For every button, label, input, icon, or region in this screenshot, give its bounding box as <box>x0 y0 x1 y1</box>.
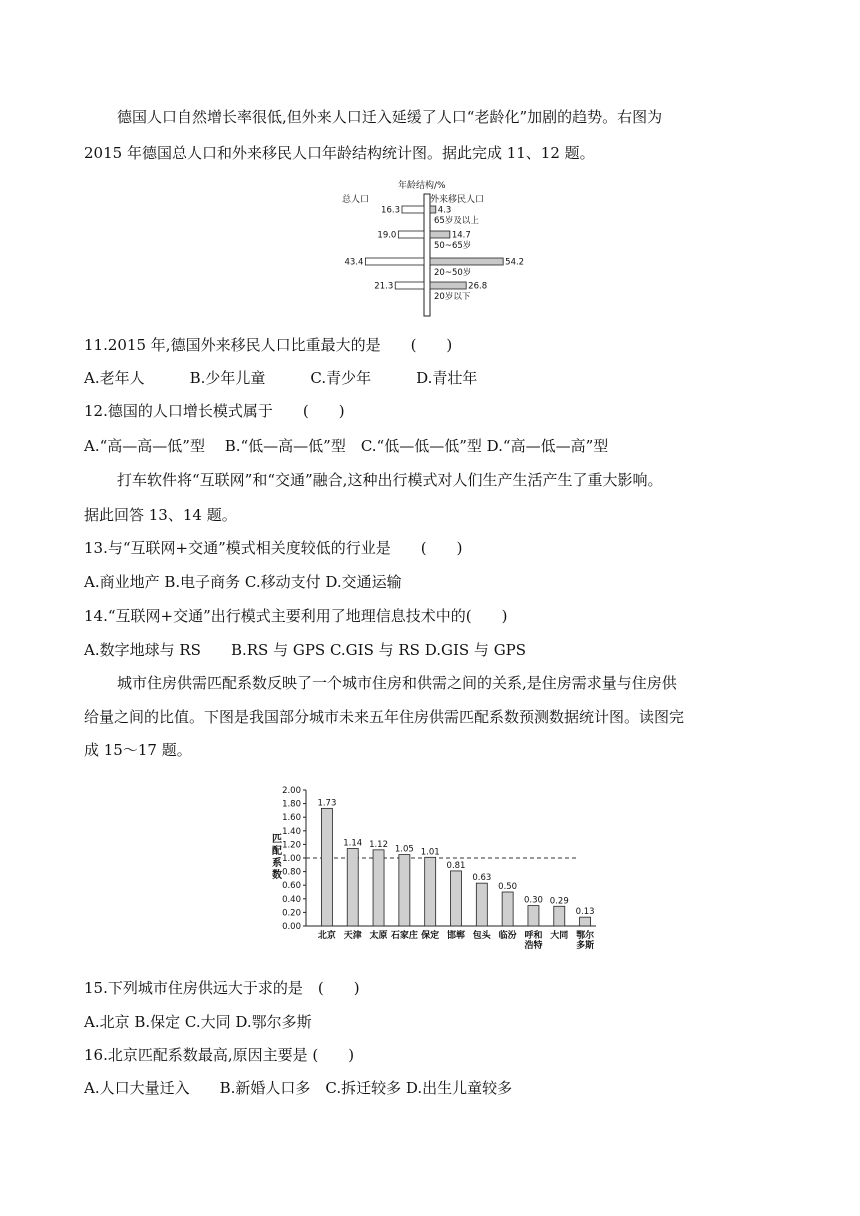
match-coefficient-bar <box>528 906 539 926</box>
y-tick-label: 0.20 <box>282 908 301 919</box>
age-chart-title: 年龄结构/% <box>398 181 446 191</box>
y-tick-label: 0.80 <box>282 867 301 878</box>
q12-stem: 12.德国的人口增长模式属于 ( ) <box>84 402 345 420</box>
match-coefficient-bar <box>347 848 358 926</box>
q15-options: A.北京 B.保定 C.大同 D.鄂尔多斯 <box>84 1013 312 1031</box>
y-axis-label: 匹配系数 <box>272 834 282 881</box>
intro-2-line-2: 据此回答 13、14 题。 <box>84 506 237 524</box>
bar-value-label: 1.12 <box>369 839 389 850</box>
total-population-value-label: 21.3 <box>374 281 394 292</box>
intro-3-line-3: 成 15～17 题。 <box>84 741 192 759</box>
q11-stem: 11.2015 年,德国外来移民人口比重最大的是 ( ) <box>84 336 453 354</box>
age-chart-axis-box <box>424 194 430 316</box>
bar-value-label: 0.13 <box>575 907 595 918</box>
intro-1-line-1: 德国人口自然增长率很低,但外来人口迁入延缓了人口“老龄化”加剧的趋势。右图为 <box>117 108 663 126</box>
migrant-population-bar <box>430 206 436 213</box>
city-label: 太原 <box>369 931 388 941</box>
match-coefficient-bar <box>580 917 591 926</box>
city-label: 北京 <box>317 931 336 941</box>
city-label: 石家庄 <box>390 931 418 941</box>
migrant-population-value-label: 26.8 <box>468 281 488 292</box>
match-coefficient-bar <box>451 871 462 926</box>
y-tick-label: 1.60 <box>282 813 301 824</box>
total-population-bar <box>395 282 424 289</box>
q11-options: A.老年人 B.少年儿童 C.青少年 D.青壮年 <box>84 369 478 387</box>
y-tick-label: 1.20 <box>282 840 301 851</box>
total-population-bar <box>398 231 424 238</box>
total-population-value-label: 43.4 <box>344 257 364 268</box>
match-coefficient-bar <box>321 808 332 926</box>
migrant-population-value-label: 14.7 <box>451 230 471 241</box>
age-group-label: 20~50岁 <box>434 268 472 278</box>
migrant-population-bar <box>430 258 503 265</box>
bar-value-label: 1.14 <box>343 838 363 849</box>
total-population-bar <box>402 206 424 213</box>
y-tick-label: 0.40 <box>282 894 301 905</box>
bar-value-label: 1.05 <box>394 844 414 855</box>
total-population-bar <box>365 258 424 265</box>
q14-stem: 14.“互联网+交通”出行模式主要利用了地理信息技术中的( ) <box>84 607 508 625</box>
match-coefficient-bar <box>373 850 384 926</box>
age-structure-chart <box>330 176 530 318</box>
bar-value-label: 0.50 <box>498 882 518 892</box>
q12-options: A.“高—高—低”型 B.“低—高—低”型 C.“低—低—低”型 D.“高—低—高”型 <box>84 437 609 455</box>
intro-2-line-1: 打车软件将“互联网”和“交通”融合,这种出行模式对人们生产生活产生了重大影响。 <box>117 471 663 489</box>
migrant-population-value-label: 54.2 <box>505 257 525 268</box>
age-group-label: 65岁及以上 <box>434 216 479 226</box>
match-coefficient-bar <box>554 906 565 926</box>
match-coefficient-bar <box>476 883 487 926</box>
y-tick-label: 0.60 <box>282 881 301 892</box>
y-tick-label: 1.40 <box>282 826 301 837</box>
q16-options: A.人口大量迁入 B.新婚人口多 C.拆迁较多 D.出生儿童较多 <box>84 1079 513 1097</box>
q14-options: A.数字地球与 RS B.RS 与 GPS C.GIS 与 RS D.GIS 与 GPS <box>84 641 527 659</box>
city-label: 包头 <box>472 931 491 941</box>
q16-stem: 16.北京匹配系数最高,原因主要是 ( ) <box>84 1046 355 1064</box>
intro-1-line-2: 2015 年德国总人口和外来移民人口年龄结构统计图。据此完成 11、12 题。 <box>84 144 595 162</box>
intro-3-line-1: 城市住房供需匹配系数反映了一个城市住房和供需之间的关系,是住房需求量与住房供 <box>117 674 677 692</box>
y-tick-label: 1.00 <box>282 854 301 864</box>
city-label: 大同 <box>550 931 569 941</box>
bar-value-label: 0.81 <box>446 860 466 871</box>
city-label: 呼和浩特 <box>524 931 543 951</box>
intro-3-line-2: 给量之间的比值。下图是我国部分城市未来五年住房供需匹配系数预测数据统计图。读图完 <box>84 708 685 726</box>
bar-value-label: 0.30 <box>523 895 543 906</box>
city-label: 保定 <box>421 931 440 941</box>
bar-value-label: 1.73 <box>317 798 337 809</box>
q13-options: A.商业地产 B.电子商务 C.移动支付 D.交通运输 <box>84 573 402 591</box>
q15-stem: 15.下列城市住房供远大于求的是 ( ) <box>84 979 360 997</box>
age-group-label: 20岁以下 <box>434 292 471 302</box>
total-population-value-label: 16.3 <box>381 205 400 216</box>
age-chart-left-header: 总人口 <box>342 195 370 205</box>
q13-stem: 13.与“互联网+交通”模式相关度较低的行业是 ( ) <box>84 539 463 557</box>
bar-value-label: 1.01 <box>420 847 440 858</box>
city-label: 邯郸 <box>446 931 466 941</box>
age-chart-right-header: 外来移民人口 <box>430 195 485 205</box>
city-label: 鄂尔多斯 <box>576 931 595 951</box>
city-label: 临汾 <box>498 931 517 941</box>
match-coefficient-bar <box>399 855 410 926</box>
bar-value-label: 0.63 <box>472 873 492 884</box>
total-population-value-label: 19.0 <box>377 230 397 241</box>
y-tick-label: 2.00 <box>282 786 301 796</box>
match-coefficient-bar <box>425 857 436 926</box>
age-group-label: 50~65岁 <box>434 241 472 251</box>
migrant-population-bar <box>430 231 450 238</box>
y-tick-label: 1.80 <box>282 799 301 810</box>
y-tick-label: 0.00 <box>282 922 301 932</box>
match-coefficient-bar <box>502 892 513 926</box>
bar-value-label: 0.29 <box>549 896 569 907</box>
migrant-population-value-label: 4.3 <box>437 205 452 216</box>
migrant-population-bar <box>430 282 466 289</box>
housing-match-chart <box>258 778 598 958</box>
city-label: 天津 <box>343 931 362 941</box>
